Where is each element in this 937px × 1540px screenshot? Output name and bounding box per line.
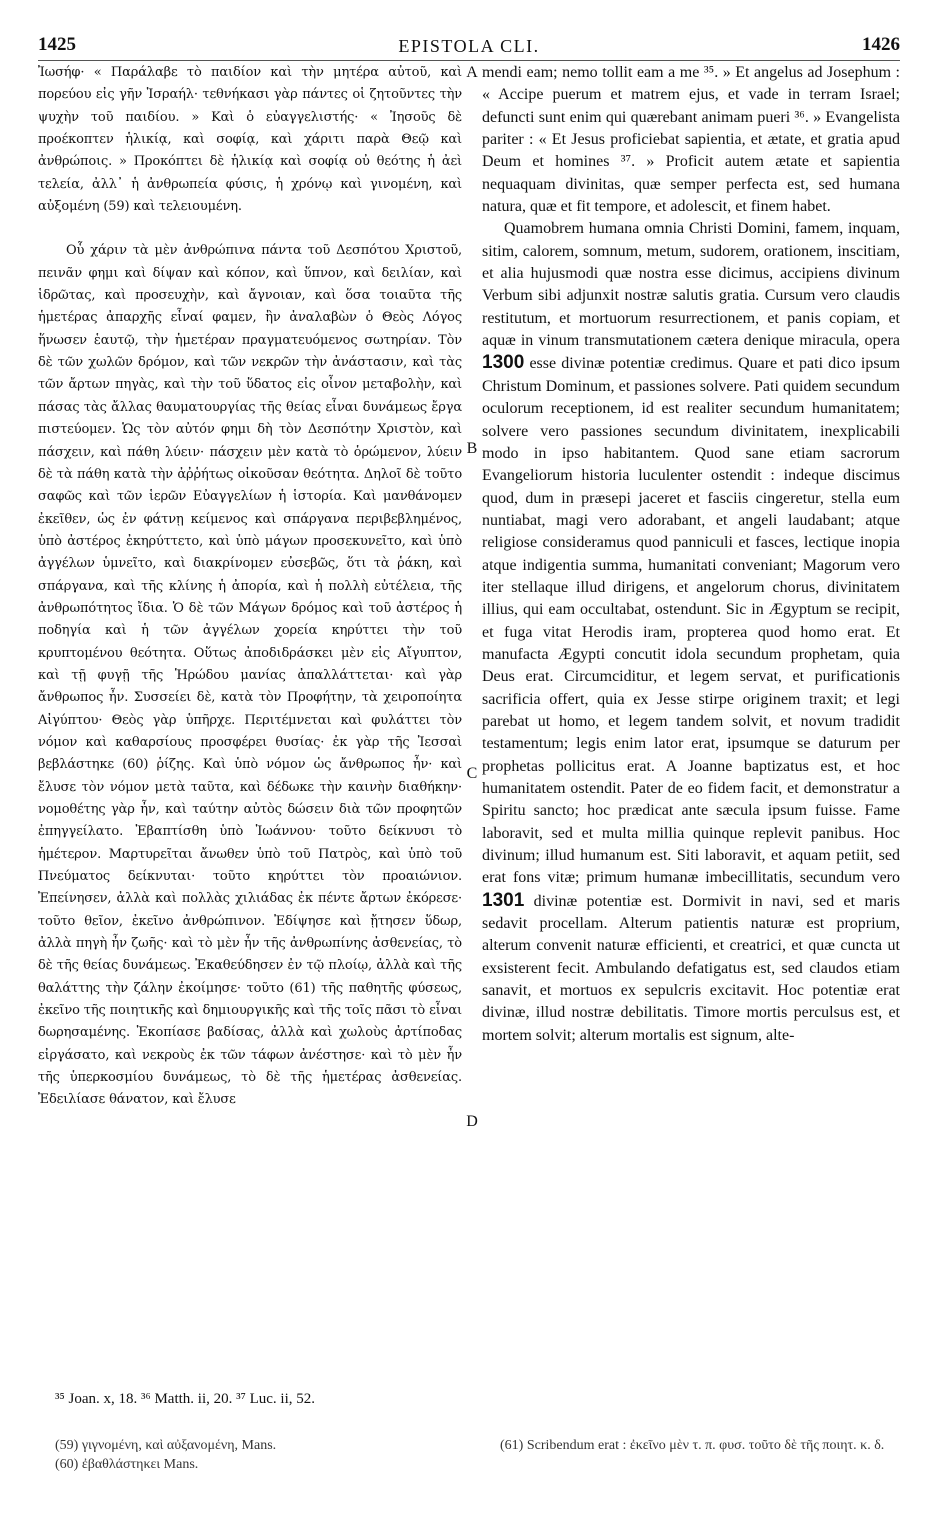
latin-text-part-2: esse divinæ potentiæ credimus. Quare et pati dico ipsum Christum Dominum, et passiones solvere. Pati quidem secundum oculorum receptionem, id est realiter secundum humanitatem; solvere vero passiones secundum divinitatem, inexplicabili modo in ipso habitantem. Quod sane etiam sacrorum Evangeliorum historia luculenter ostendit : indeque discimus quod, dum in præsepi jaceret et fasciis cingeretur, stella eum nuntiabat, magi vero adorabant, et angeli laudabant; atque religiose consideramus quod panniculi et fasces, lectique inopia atque indigentia summa, humanitati conveniant; Magorum vero iter stellaque illud dirigens, et angelorum chorus, divinitatem illius, qui eam occultabat, ostendunt. Sic in Ægyptum se recipit, et fuga vitat Herodis iram, propterea quod homo erat. Et manufacta Ægypti concutit idola secundum prophetam, quia Deus erat. Circumciditur, et legem servat, et purificationis sacrificia offert, quia ex Jesse stirpe originem traxit; et legi parebat ut homo, et legem tandem solvit, et novum tradidit testamentum; legis enim lator erat, ipsumque se daturum per prophetas pollicitus erat. A Joanne baptizatus est, et hoc humanitatem ostendit. Pater de eo fidem facit, et demonstratur a Spiritu sancto; hoc prædicat ante sæcula ipsum fuisse. Fame laboravit, sed et multa millia quinque replevit panibus. Hoc divinum; illud humanum est. Siti laboravit, et aquam petiit, sed erat fons vitæ; primum humanæ imbecillitatis, secundum vero: [482, 355, 900, 887]
section-marker-c: C: [466, 765, 478, 782]
latin-paragraph-1: mendi eam; nemo tollit eam a me ³⁵. » Et angelus ad Josephum : « Accipe puerum et matrem ejus, et vade in terram Israel; defuncti sunt enim qui quærebant animam pueri ³⁶. » Evangelista pariter : « Et Jesus proficiebat sapientia, et ætate, et gratia apud Deum et homines ³⁷. » Proficit autem ætate et sapientia nequaquam divinitas, quæ semper perfecta est, sed humana natura, quæ et fit tempore, et adolescit, et finem habet.: [482, 64, 900, 216]
section-marker-a: A: [466, 64, 478, 81]
footnotes-right: [500, 1436, 900, 1455]
latin-column: [482, 62, 900, 1372]
greek-paragraph-2: Οὗ χάριν τὰ μὲν ἀνθρώπινα πάντα τοῦ Δεσπότου Χριστοῦ, πεινᾶν φημι καὶ δίψαν καὶ κόπον, καὶ ὕπνον, καὶ δειλίαν, καὶ ἱδρῶτας, καὶ προσευχὴν, καὶ ἄγνοιαν, καὶ ὅσα τοιαῦτα τῆς ἡμετέρας ἀπαρχῆς εἶναί φαμεν, ἣν ἀναλαβὼν ὁ Θεὸς Λόγος ἥνωσεν ἑαυτῷ, τὴν ἡμετέραν πραγματευόμενος σωτηρίαν. Τὸν δὲ τῶν χωλῶν δρόμον, καὶ τῶν νεκρῶν τὴν ἀνάστασιν, καὶ τὰς τῶν ἄρτων πηγὰς, καὶ τὴν τοῦ ὕδατος εἰς οἶνον μεταβολὴν, καὶ πάσας τὰς ἄλλας θαυματουργίας τῆς θείας εἶναι δυνάμεως ἔργα πιστεύομεν. Ὡς τὸν αὐτόν φημι δὴ τὸν Δεσπότην Χριστὸν, καὶ πάσχειν, καὶ πάθη λύειν· πάσχειν μὲν κατὰ τὸ ὁρώμενον, λύειν δὲ τὰ πάθη κατὰ τὴν ἀῤῥήτως οἰκοῦσαν θεότητα. Δηλοῖ δὲ τοῦτο σαφῶς καὶ τῶν ἱερῶν Εὐαγγελίων ἡ ἱστορία. Καὶ μανθάνομεν ἐκεῖθεν, ὡς ἐν φάτνῃ κείμενος καὶ σπάργανα περιβεβλημένος, ὑπὸ ἀστέρος ἐκηρύττετο, καὶ ὑπὸ μάγων προσεκυνεῖτο, καὶ ὑπὸ ἀγγέλων ὑμνεῖτο, καὶ διακρίνομεν εὐσεβῶς, ὅτι τὰ ῥάκη, καὶ σπάργανα, καὶ τῆς κλίνης ἡ ἀπορία, καὶ ἡ πολλὴ εὐτέλεια, τῆς ἀνθρωπότητος ἴδια. Ὁ δὲ τῶν Μάγων δρόμος καὶ τοῦ ἀστέρος ἡ ποδηγία καὶ ἡ τῶν ἀγγέλων χορεία κηρύττει τὴν τοῦ κρυπτομένου θεότητα. Οὕτως ἀποδιδράσκει μὲν εἰς Αἴγυπτον, καὶ τῇ φυγῇ τῆς Ἡρώδου μανίας ἀπαλλάττεται· καὶ γὰρ ἄνθρωπος ἦν. Συσσείει δὲ, κατὰ τὸν Προφήτην, τὰ χειροποίητα Αἰγύπτου· Θεὸς γὰρ ὑπῆρχε. Περιτέμνεται καὶ φυλάττει τὸν νόμον καὶ καθαρσίους προσφέρει θυσίας· ἐκ γὰρ τῆς Ἰεσσαὶ βεβλάστηκε (60) ῥίζης. Καὶ ὑπὸ νόμον ὡς ἄνθρωπος ἦν· καὶ ἔλυσε τὸν νόμον μετὰ ταῦτα, καὶ δέδωκε τὴν καινὴν διαθήκην· νομοθέτης γὰρ ἦν, καὶ ταύτην αὐτὸς δώσειν διὰ τῶν προφητῶν ἐπηγγείλατο. Ἐβαπτίσθη ὑπὸ Ἰωάννου· τοῦτο δείκνυσι τὸ ἡμέτερον. Μαρτυρεῖται ἄνωθεν ὑπὸ τοῦ Πατρὸς, καὶ ὑπὸ τοῦ Πνεύματος δείκνυται· τοῦτο κηρύττει τὸν προαιώνιον. Ἐπείνησεν, ἀλλὰ καὶ πολλὰς χιλιάδας ἐκ πέντε ἄρτων ἐκόρεσε· τοῦτο θεῖον, ἐκεῖνο ἀνθρώπινον. Ἐδίψησε καὶ ᾔτησεν ὕδωρ, ἀλλὰ πηγὴ ἦν ζωῆς· καὶ τὸ μὲν ἦν τῆς ἀνθρωπίνης ἀσθενείας, τὸ δὲ τῆς θείας δυνάμεως. Ἐκαθεύδησεν ἐν τῷ πλοίῳ, ἀλλὰ καὶ τῆς θαλάττης τὴν ζάλην ἐκοίμησε· τοῦτο (61) τῆς παθητῆς φύσεως, ἐκεῖνο τῆς ποιητικῆς καὶ δημιουργικῆς καὶ τῆς τοῖς πᾶσι τὸ εἶναι δωρησαμένης. Ἐκοπίασε βαδίσας, ἀλλὰ καὶ χωλοὺς ἀρτίποδας εἰργάσατο, καὶ νεκροὺς ἐκ τῶν τάφων ἀνέστησε· καὶ τὸ μὲν ἦν τῆς ὑπερκοσμίου δυνάμεως, τὸ δὲ τῆς ἡμετέρας ἀσθενείας. Ἐδειλίασε θάνατον, καὶ ἔλυσε: [38, 243, 462, 1108]
scripture-footnotes: ³⁵ Joan. x, 18. ³⁶ Matth. ii, 20. ³⁷ Luc. ii, 52.: [55, 1391, 315, 1407]
latin-text-part-1: Quamobrem humana omnia Christi Domini, famem, inquam, sitim, calorem, somnum, metum, sudorem, orationem, inscitiam, et alia hujusmodi quæ nostra esse dicimus, accipiens divinum Verbum sibi adjunxit nostræ salutis gratia. Cursum vero claudis restitutum, et mortuorum resurrectionem, et panis copiam, et aquæ in vinum transmutationem cætera denique miracula, opera: [482, 220, 900, 350]
column-number-1301: 1301: [482, 889, 525, 911]
footnote-60: (60) ἐβαθλάστηκει Mans.: [55, 1457, 199, 1472]
column-number-1300: 1300: [482, 352, 525, 374]
greek-paragraph-1: Ἰωσήφ· « Παράλαβε τὸ παιδίον καὶ τὴν μητέρα αὐτοῦ, καὶ πορεύου εἰς γῆν Ἰσραήλ· τεθνήκασι γὰρ πάντες οἱ ζητοῦντες τὴν ψυχὴν τοῦ παιδίου. » Καὶ ὁ εὐαγγελιστής· « Ἰησοῦς δὲ προέκοπτεν ἡλικίᾳ, καὶ σοφίᾳ, καὶ χάριτι παρὰ Θεῷ καὶ ἀνθρώποις. » Προκόπτει δὲ ἡλικίᾳ καὶ σοφίᾳ οὐ θεότης ἡ ἀεὶ τελεία, ἀλλ᾽ ἡ ἀνθρωπεία φύσις, ἡ χρόνῳ καὶ γινομένη, καὶ αὐξομένη (59) καὶ τελειουμένη.: [38, 65, 462, 215]
page-number-right: 1426: [862, 34, 900, 55]
latin-text-part-3: divinæ potentiæ est. Dormivit in navi, sed et maris sedavit procellam. Alterum patientis naturæ est proprium, alterum convenit naturæ efficienti, et creatrici, et quæ cuncta ut exsisterent fecit. Ambulando defatigatus est, sed claudos etiam sanavit, et mortuos ex sepulcris excitavit. Hoc potentiæ erat divinæ, illud nostræ debilitatis. Timore mortis perculsus est, et mortem solvit; alterum mortalis est signum, alte-: [482, 892, 900, 1044]
footnote-61: (61) Scribendum erat : ἐκεῖνο μὲν τ. π. φυσ. τοῦτο δὲ τῆς ποιητ. κ. δ.: [500, 1438, 885, 1453]
running-title: EPISTOLA CLI.: [398, 36, 540, 56]
header-rule: [38, 60, 900, 61]
latin-paragraph-2: [482, 218, 900, 1047]
greek-column: [38, 62, 462, 1372]
footnote-59: (59) γιγνομένη, καὶ αὐξανομένη, Mans.: [55, 1438, 277, 1453]
section-marker-b: B: [466, 440, 478, 457]
page-number-left: 1425: [38, 34, 76, 55]
section-marker-d: D: [466, 1113, 478, 1130]
footnotes-left: [55, 1436, 475, 1474]
page-header: [38, 34, 900, 60]
